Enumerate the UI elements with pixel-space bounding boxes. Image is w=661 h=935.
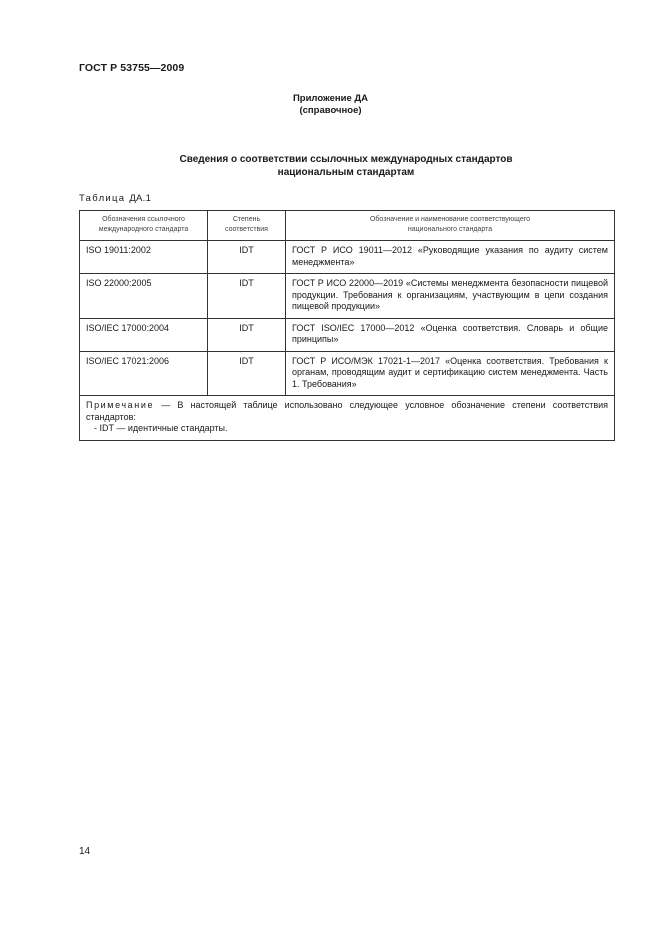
cell-degree: IDT — [208, 241, 286, 274]
note-label: Примечание — [86, 400, 155, 410]
header-intl-standard — [80, 211, 208, 241]
table-row — [80, 274, 615, 319]
cell-national-standard: ГОСТ Р ИСО 19011—2012 «Руководящие указания по аудиту систем менеджмента» — [286, 241, 615, 274]
section-heading-line2: национальным стандартам — [277, 167, 415, 178]
table-caption-number: ДА.1 — [129, 193, 152, 204]
note-paragraph — [86, 400, 608, 423]
header-national-line2: национального стандарта — [407, 225, 493, 233]
header-degree-line2: соответствия — [225, 225, 268, 233]
section-heading-line1: Сведения о соответствии ссылочных международных стандартов — [179, 154, 513, 165]
header-national-line1: Обозначение и наименование соответствующего — [369, 216, 531, 223]
table-note-row — [80, 396, 615, 441]
cell-intl-standard: ISO/IEC 17021:2006 — [80, 351, 208, 396]
table-header-row — [80, 211, 615, 241]
note-text: — В настоящей таблице использовано следующее условное обозначение степени соответствия стандартов: — [86, 400, 608, 422]
cell-intl-standard: ISO 22000:2005 — [80, 274, 208, 319]
table-caption-word: Таблица — [79, 193, 126, 204]
table-row — [80, 318, 615, 351]
cell-intl-standard: ISO 19011:2002 — [80, 241, 208, 274]
note-item: - IDT — идентичные стандарты. — [94, 423, 228, 433]
document-code: ГОСТ Р 53755—2009 — [79, 62, 185, 74]
table-row — [80, 241, 615, 274]
annex-block — [0, 93, 661, 117]
cell-intl-standard: ISO/IEC 17000:2004 — [80, 318, 208, 351]
cell-national-standard: ГОСТ ISO/IEC 17000—2012 «Оценка соответствия. Словарь и общие принципы» — [286, 318, 615, 351]
section-heading — [0, 153, 661, 179]
header-intl-line1: Обозначения ссылочного — [102, 216, 185, 223]
header-national-standard — [286, 211, 615, 241]
header-degree — [208, 211, 286, 241]
cell-degree: IDT — [208, 351, 286, 396]
cell-national-standard: ГОСТ Р ИСО 22000—2019 «Системы менеджмента безопасности пищевой продукции. Требования к организациям, участвующим в цепи создания пищевой продукции» — [286, 274, 615, 319]
cell-degree: IDT — [208, 318, 286, 351]
header-intl-line2: международного стандарта — [98, 225, 189, 233]
header-degree-line1: Степень — [232, 216, 261, 223]
correspondence-table — [79, 210, 615, 441]
table-row — [80, 351, 615, 396]
annex-title: Приложение ДА — [292, 93, 369, 104]
table-note — [80, 396, 615, 441]
annex-subtitle: (справочное) — [299, 105, 362, 116]
cell-degree: IDT — [208, 274, 286, 319]
cell-national-standard: ГОСТ Р ИСО/МЭК 17021-1—2017 «Оценка соответствия. Требования к органам, проводящим аудит и сертификацию систем менеджмента. Часть 1. Требования» — [286, 351, 615, 396]
page-number: 14 — [79, 846, 91, 857]
table-caption — [79, 193, 151, 204]
